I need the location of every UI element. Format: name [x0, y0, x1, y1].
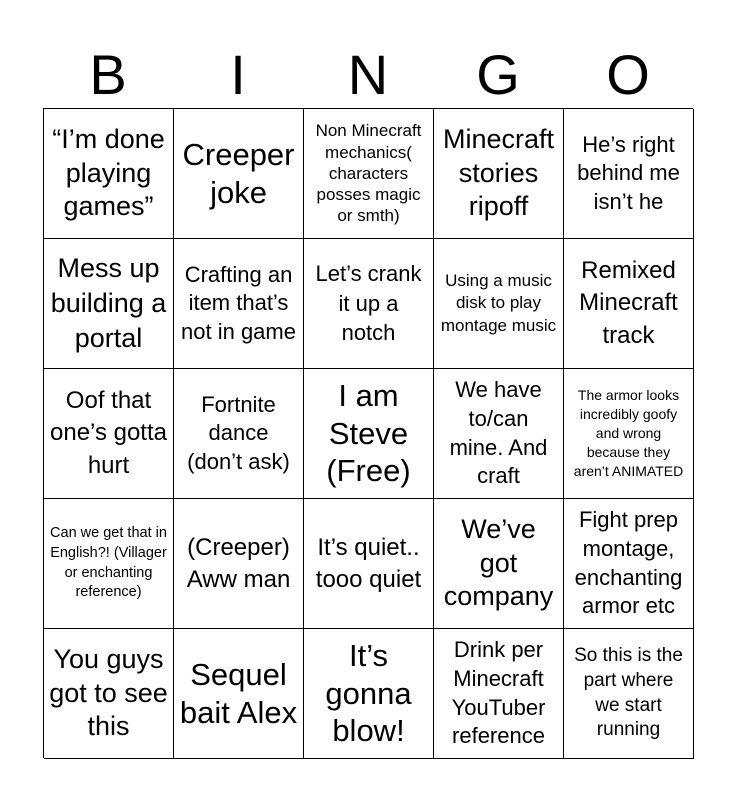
bingo-header — [43, 42, 693, 108]
cell-text: (Creeper) Aww man — [186, 534, 291, 593]
bingo-cell-r2-c4[interactable] — [434, 239, 564, 369]
cell-text: Creeper joke — [182, 137, 295, 210]
bingo-cell-r1-c3[interactable] — [304, 109, 434, 239]
bingo-cell-r3-c4[interactable] — [434, 369, 564, 499]
bingo-cell-r5-c1[interactable] — [44, 629, 174, 759]
cell-text: So this is the part where we start running — [574, 645, 683, 741]
cell-text: Mess up building a portal — [50, 252, 167, 354]
bingo-cell-r5-c4[interactable] — [434, 629, 564, 759]
bingo-cell-r5-c2[interactable] — [174, 629, 304, 759]
cell-text: Oof that one’s gotta hurt — [50, 386, 167, 479]
cell-text: Non Minecraft mechanics( characters posses magic or smth) — [315, 121, 422, 226]
bingo-cell-r3-c3[interactable] — [304, 369, 434, 499]
cell-text: Using a music disk to play montage music — [440, 271, 557, 335]
cell-text: Can we get that in English?! (Villager or enchanting reference) — [50, 525, 167, 601]
bingo-cell-r4-c3[interactable] — [304, 499, 434, 629]
cell-text: He’s right behind me isn’t he — [577, 131, 680, 214]
bingo-cell-r3-c1[interactable] — [44, 369, 174, 499]
header-letter-n: N — [347, 43, 389, 106]
cell-text: Fortnite dance (don’t ask) — [187, 391, 290, 474]
cell-text: Fight prep montage, enchanting armor etc — [574, 507, 683, 619]
cell-text: Crafting an item that’s not in game — [181, 261, 296, 344]
bingo-cell-r4-c2[interactable] — [174, 499, 304, 629]
bingo-cell-r2-c1[interactable] — [44, 239, 174, 369]
cell-text: Minecraft stories ripoff — [442, 123, 555, 222]
cell-text: Remixed Minecraft track — [579, 256, 678, 349]
cell-text: “I’m done playing games” — [52, 123, 165, 222]
header-letter-g: G — [476, 43, 520, 106]
cell-text: It’s quiet.. tooo quiet — [315, 534, 422, 593]
bingo-cell-r1-c1[interactable] — [44, 109, 174, 239]
bingo-cell-r4-c5[interactable] — [564, 499, 694, 629]
cell-text: I am Steve (Free) — [326, 377, 411, 489]
cell-text: Sequel bait Alex — [179, 656, 298, 730]
bingo-cell-r2-c3[interactable] — [304, 239, 434, 369]
cell-text: The armor looks incredibly goofy and wrong because they aren’t ANIMATED — [573, 387, 684, 479]
bingo-cell-r5-c3[interactable] — [304, 629, 434, 759]
bingo-cell-r1-c4[interactable] — [434, 109, 564, 239]
cell-text: It’s gonna blow! — [325, 637, 412, 749]
bingo-cell-r4-c4[interactable] — [434, 499, 564, 629]
bingo-board — [43, 108, 693, 758]
bingo-cell-r1-c2[interactable] — [174, 109, 304, 239]
bingo-cell-r2-c5[interactable] — [564, 239, 694, 369]
header-letter-i: I — [230, 43, 246, 106]
cell-text: You guys got to see this — [49, 643, 168, 742]
cell-text: Let’s crank it up a notch — [315, 260, 422, 346]
bingo-cell-r5-c5[interactable] — [564, 629, 694, 759]
bingo-cell-r2-c2[interactable] — [174, 239, 304, 369]
bingo-cell-r3-c2[interactable] — [174, 369, 304, 499]
cell-text: We have to/can mine. And craft — [449, 377, 548, 489]
bingo-cell-r3-c5[interactable] — [564, 369, 694, 499]
cell-text: Drink per Minecraft YouTuber reference — [451, 637, 546, 749]
bingo-cell-r4-c1[interactable] — [44, 499, 174, 629]
header-letter-b: B — [89, 43, 127, 106]
bingo-cell-r1-c5[interactable] — [564, 109, 694, 239]
header-letter-o: O — [606, 43, 650, 106]
cell-text: We’ve got company — [443, 513, 554, 612]
